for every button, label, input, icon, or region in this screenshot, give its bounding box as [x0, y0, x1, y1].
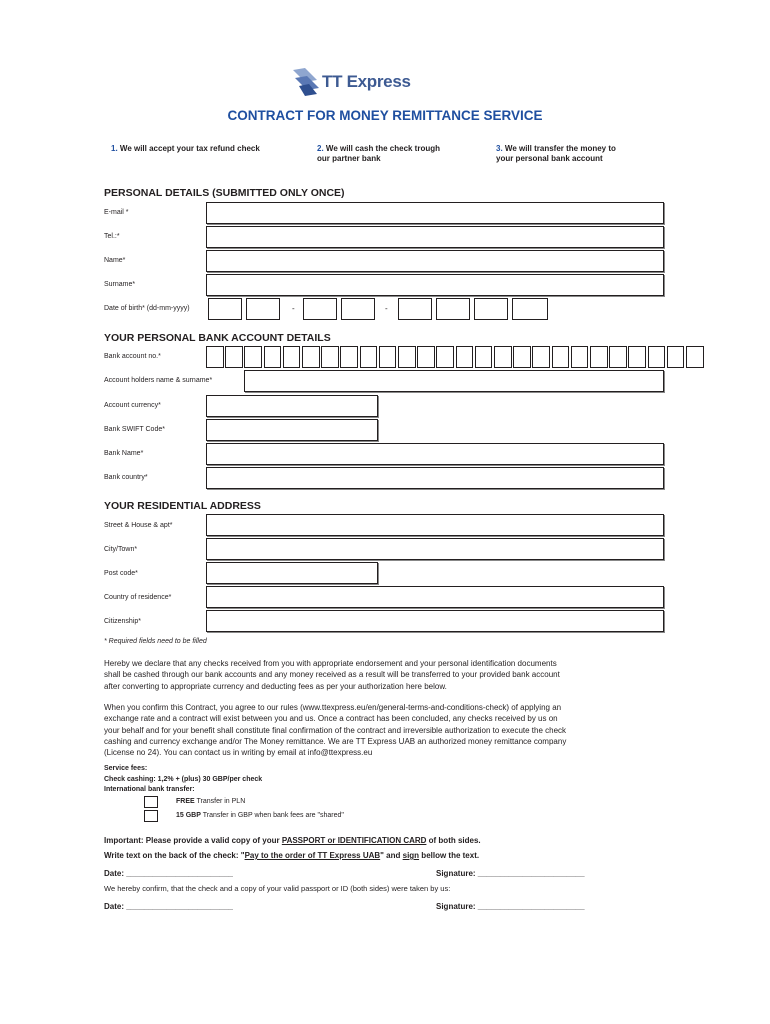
email-field[interactable] — [206, 202, 664, 224]
postcode-field[interactable] — [206, 562, 378, 584]
bank-account-digit-cell[interactable] — [475, 346, 493, 368]
account-holder-label: Account holders name & surname* — [104, 377, 213, 384]
bank-account-digit-cell[interactable] — [628, 346, 646, 368]
street-field[interactable] — [206, 514, 664, 536]
dob-label: Date of birth* (dd-mm-yyyy) — [104, 305, 190, 312]
dob-field[interactable] — [208, 298, 551, 320]
dob-separator: - — [292, 304, 295, 313]
citizenship-label: Citizenship* — [104, 618, 141, 625]
dob-month-digit-2[interactable] — [341, 298, 375, 320]
dob-month-digit-1[interactable] — [303, 298, 337, 320]
logo-text: TT Express — [322, 72, 411, 91]
company-logo — [291, 66, 421, 100]
page-title: CONTRACT FOR MONEY REMITTANCE SERVICE — [227, 108, 543, 123]
tel-label: Tel.:* — [104, 233, 120, 240]
bank-account-digit-cell[interactable] — [302, 346, 320, 368]
postcode-label: Post code* — [104, 570, 138, 577]
bank-account-digit-cell[interactable] — [609, 346, 627, 368]
gbp-checkbox[interactable] — [144, 810, 158, 822]
bank-account-digit-cell[interactable] — [321, 346, 339, 368]
free-pln-option: FREE Transfer in PLN — [176, 798, 246, 805]
bank-account-digit-cell[interactable] — [244, 346, 262, 368]
dob-year-digit-2[interactable] — [436, 298, 470, 320]
email-label: E-mail * — [104, 209, 129, 216]
dob-year-digit-4[interactable] — [512, 298, 548, 320]
signature-line-1[interactable]: Signature: ________________________ — [436, 869, 585, 878]
name-field[interactable] — [206, 250, 664, 272]
dob-day-digit-2[interactable] — [246, 298, 280, 320]
bank-account-digit-cell[interactable] — [456, 346, 474, 368]
dob-year-digit-1[interactable] — [398, 298, 432, 320]
transfer-fee-title: International bank transfer: — [104, 786, 195, 793]
step-3: 3. We will transfer the money to your personal bank account — [496, 144, 616, 163]
date-line-2[interactable]: Date: ________________________ — [104, 902, 234, 911]
logo-mark-icon — [291, 66, 321, 98]
bank-account-digit-cell[interactable] — [513, 346, 531, 368]
bank-account-digit-cell[interactable] — [225, 346, 243, 368]
city-field[interactable] — [206, 538, 664, 560]
bank-account-no-label: Bank account no.* — [104, 353, 161, 360]
bank-name-field[interactable] — [206, 443, 664, 465]
bank-account-digit-cell[interactable] — [264, 346, 282, 368]
bank-name-label: Bank Name* — [104, 450, 144, 457]
signature-line-2[interactable]: Signature: ________________________ — [436, 902, 585, 911]
bank-account-digit-cell[interactable] — [206, 346, 224, 368]
bank-account-digit-cell[interactable] — [360, 346, 378, 368]
free-pln-checkbox[interactable] — [144, 796, 158, 808]
bank-account-digit-cell[interactable] — [590, 346, 608, 368]
street-label: Street & House & apt* — [104, 522, 173, 529]
account-currency-field[interactable] — [206, 395, 378, 417]
bank-account-digit-cell[interactable] — [340, 346, 358, 368]
bank-account-digit-cell[interactable] — [417, 346, 435, 368]
swift-label: Bank SWIFT Code* — [104, 426, 165, 433]
bank-account-digit-cell[interactable] — [552, 346, 570, 368]
bank-account-digit-cell[interactable] — [667, 346, 685, 368]
gbp-option: 15 GBP Transfer in GBP when bank fees are "shared" — [176, 812, 344, 819]
swift-field[interactable] — [206, 419, 378, 441]
address-section-title: YOUR RESIDENTIAL ADDRESS — [104, 500, 261, 512]
date-line-1[interactable]: Date: ________________________ — [104, 869, 234, 878]
surname-field[interactable] — [206, 274, 664, 296]
step-2: 2. We will cash the check trough our partner bank — [317, 144, 441, 163]
dob-year-digit-3[interactable] — [474, 298, 508, 320]
bank-account-digit-cell[interactable] — [571, 346, 589, 368]
country-label: Country of residence* — [104, 594, 172, 601]
fees-title: Service fees: — [104, 765, 148, 772]
personal-section-title: PERSONAL DETAILS (SUBMITTED ONLY ONCE) — [104, 187, 345, 199]
citizenship-field[interactable] — [206, 610, 664, 632]
account-currency-label: Account currency* — [104, 402, 161, 409]
confirmation-text: We hereby confirm, that the check and a copy of your valid passport or ID (both sides) were taken by us: — [104, 884, 451, 893]
bank-section-title: YOUR PERSONAL BANK ACCOUNT DETAILS — [104, 332, 331, 344]
tel-field[interactable] — [206, 226, 664, 248]
account-holder-field[interactable] — [244, 370, 664, 392]
bank-account-digit-cell[interactable] — [379, 346, 397, 368]
bank-account-digit-cell[interactable] — [398, 346, 416, 368]
bank-account-digit-cell[interactable] — [283, 346, 301, 368]
dob-day-digit-1[interactable] — [208, 298, 242, 320]
bank-account-digit-cell[interactable] — [532, 346, 550, 368]
bank-account-no-field[interactable] — [206, 346, 704, 368]
check-cashing-fee: Check cashing: 1,2% + (plus) 30 GBP/per check — [104, 776, 263, 783]
contract-paragraph: When you confirm this Contract, you agree to our rules (www.ttexpress.eu/en/general-terms-and-conditions-check) of applying an exchange rate and a contract will exist between you and us. Once a contract has been concluded, any checks received by us on your behalf and for your benefit shall constitute final confirmation of the contract and irreversible authorization to execute the check cashing and currency exchange and/or The Money remittance. We are TT Express UAB an authorized money remittance company (License no 24). You can contact us in writing by email at info@ttexpress.eu — [104, 703, 567, 758]
step-1: 1. We will accept your tax refund check — [111, 144, 260, 153]
country-field[interactable] — [206, 586, 664, 608]
declaration-paragraph: Hereby we declare that any checks received from you with appropriate endorsement and your personal identification documents shall be cashed through our bank accounts and any money received as a result will be transferred to your provided bank account after converting to appropriate currency and deducting fees as per your authorization here below. — [104, 659, 560, 691]
name-label: Name* — [104, 257, 126, 264]
dob-separator: - — [385, 304, 388, 313]
city-label: City/Town* — [104, 546, 138, 553]
bank-account-digit-cell[interactable] — [436, 346, 454, 368]
surname-label: Surname* — [104, 281, 136, 288]
bank-country-field[interactable] — [206, 467, 664, 489]
bank-account-digit-cell[interactable] — [686, 346, 704, 368]
bank-country-label: Bank country* — [104, 474, 148, 481]
important-note: Important: Please provide a valid copy of your PASSPORT or IDENTIFICATION CARD of both sides. — [104, 836, 481, 845]
bank-account-digit-cell[interactable] — [648, 346, 666, 368]
required-note: * Required fields need to be filled — [104, 638, 207, 645]
check-instructions: Write text on the back of the check: "Pay to the order of TT Express UAB" and sign bellow the text. — [104, 851, 480, 860]
bank-account-digit-cell[interactable] — [494, 346, 512, 368]
